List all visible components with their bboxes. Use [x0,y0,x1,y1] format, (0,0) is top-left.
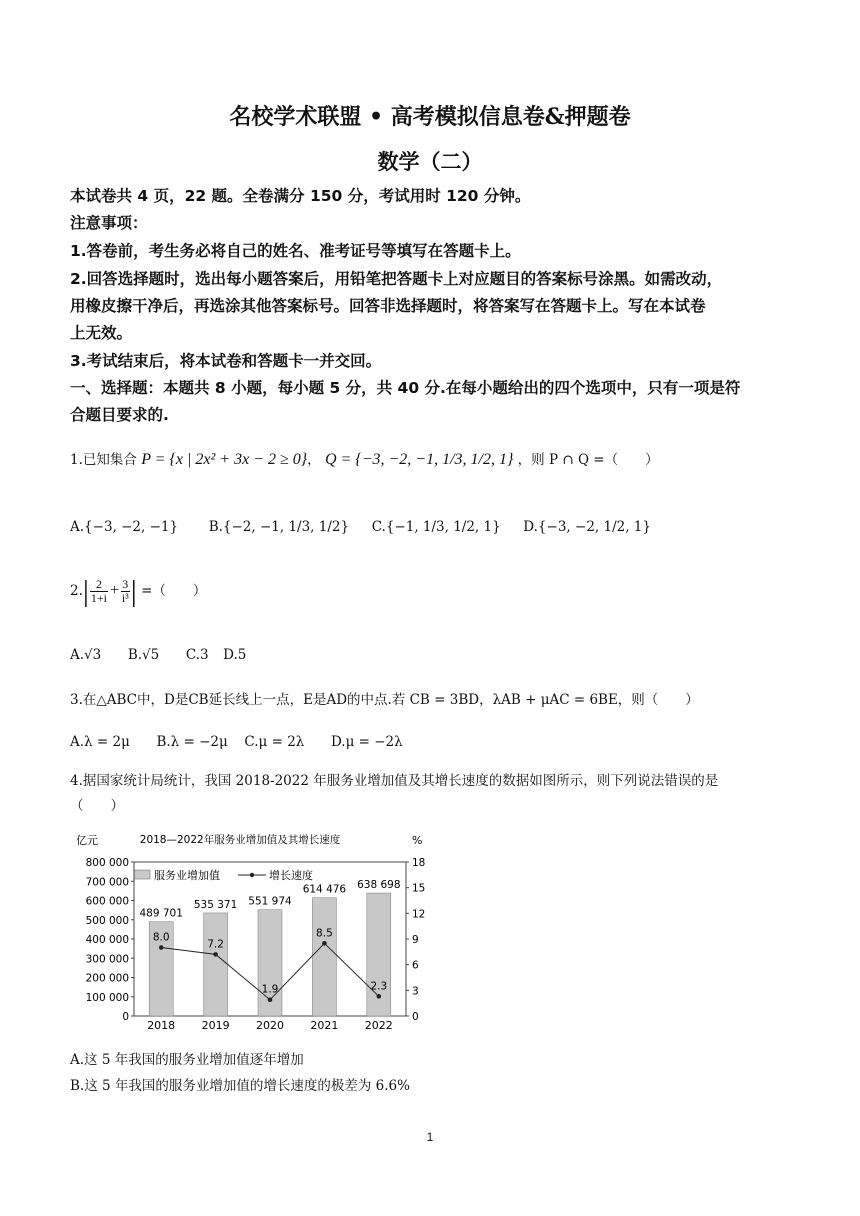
question-1-option-b[interactable]: B.{−2, −1, 1/3, 1/2} [208,519,350,535]
x-tick-label: 2021 [310,1019,339,1032]
growth-rate-label: 1.9 [261,983,279,996]
legend-line-marker [250,873,254,877]
notice-2-line-2: 用橡皮擦干净后，再选涂其他答案标号。回答非选择题时，将答案写在答题卡上。写在本试卷 [70,297,706,315]
exam-subtitle: 数学（二） [377,149,483,174]
notice-title: 注意事项： [70,214,148,232]
exam-title: 名校学术联盟 • 高考模拟信息卷&押题卷 [229,104,631,130]
question-2-option-d[interactable]: D.5 [223,647,247,663]
chart-y-unit: 亿元 [76,834,98,847]
page-number: 1 [426,1130,434,1144]
legend-bar-label: 服务业增加值 [154,869,220,882]
chart-y2-unit: % [412,834,423,847]
question-1-option-c[interactable]: C.{−1, 1/3, 1/2, 1} [371,519,501,535]
y-tick-label: 700 000 [85,876,129,889]
abs-bar-left: | [82,574,89,608]
bar-value-label: 551 974 [248,895,292,908]
question-2-option-b[interactable]: B.√5 [127,647,160,663]
question-1-prefix: 1.已知集合 [70,452,137,468]
growth-rate-label: 8.5 [316,927,333,940]
y2-tick-label: 15 [412,882,426,895]
question-2: 2.| $\frac{2}{1+i}$ + $\frac{3}{\text{i³}}$ | =（ ） [70,574,207,608]
y-tick-label: 0 [122,1011,129,1023]
y-tick-label: 800 000 [85,857,129,869]
fraction-3-over-i-cubed: $\frac{3}{\text{i³}}$ [121,577,129,605]
question-3-option-d[interactable]: D.μ = −2λ [330,734,403,750]
y2-tick-label: 6 [412,959,419,972]
y2-tick-label: 3 [412,985,419,998]
bar-value-label: 614 476 [302,883,347,896]
question-1-set-p: P = {x | 2x² + 3x − 2 ≥ 0} [141,451,308,468]
question-2-suffix: =（ ） [141,583,207,599]
growth-rate-point [159,945,164,950]
y-tick-label: 400 000 [85,934,129,946]
question-1-option-a[interactable]: A.{−3, −2, −1} [70,519,179,535]
y2-tick-label: 18 [412,857,426,869]
growth-rate-point [268,997,273,1002]
y-tick-label: 500 000 [85,914,129,927]
y2-tick-label: 9 [412,934,419,946]
question-1-suffix: ，则 P ∩ Q =（ ） [517,452,659,468]
bar-value-label: 535 371 [193,898,238,911]
bar [204,913,228,1016]
x-tick-label: 2022 [364,1019,393,1032]
x-tick-label: 2018 [147,1019,176,1032]
x-tick-label: 2020 [256,1019,284,1032]
services-chart [70,830,440,1035]
y-tick-label: 100 000 [85,991,129,1004]
question-4-option-b[interactable]: B.这 5 年我国的服务业增加值的增长速度的极差为 6.6% [70,1078,410,1094]
chart-title: 2018—2022年服务业增加值及其增长速度 [139,834,341,846]
section-1-line-2: 合题目要求的. [70,406,169,424]
abs-bar-right: | [130,574,137,608]
notice-2-line-1: 2.回答选择题时，选出每小题答案后，用铅笔把答题卡上对应题目的答案标号涂黑。如需改动， [70,270,723,288]
growth-rate-point [322,941,327,946]
question-1-option-d[interactable]: D.{−3, −2, 1/2, 1} [523,519,651,535]
question-1-options [70,519,651,535]
growth-rate-label: 8.0 [152,931,170,944]
question-2-prefix: 2. [70,583,83,599]
y-tick-label: 300 000 [85,953,129,966]
growth-rate-point [213,952,218,957]
question-4-line-2: （ ） [70,798,124,814]
question-3-option-a[interactable]: A.λ = 2μ [70,734,130,750]
question-3: 3.在△ABC中，D是CB延长线上一点，E是AD的中点.若 CB = 3BD，λAB + μAC = 6BE，则（ ） [70,692,699,708]
question-3-options [70,734,403,750]
question-2-options [70,647,246,663]
question-3-option-c[interactable]: C.μ = 2λ [244,734,305,750]
question-3-option-b[interactable]: B.λ = −2μ [156,734,228,750]
exam-info: 本试卷共 4 页，22 题。全卷满分 150 分，考试用时 120 分钟。 [70,187,531,205]
growth-rate-point [377,994,382,999]
bar-value-label: 489 701 [139,907,183,920]
x-tick-label: 2019 [201,1019,230,1032]
section-1-line-1: 一、选择题：本题共 8 小题，每小题 5 分，共 40 分.在每小题给出的四个选项中，只有一项是符 [70,379,741,397]
y2-tick-label: 0 [412,1011,419,1023]
y-tick-label: 200 000 [85,972,129,985]
y-tick-label: 600 000 [85,895,129,908]
notice-2-line-3: 上无效。 [70,324,133,342]
fraction-2-over-1-plus-i: $\frac{2}{1+i}$ [90,577,108,605]
growth-rate-label: 7.2 [207,938,224,951]
notice-1: 1.答卷前，考生务必将自己的姓名、准考证号等填写在答题卡上。 [70,242,521,260]
chart-legend [134,868,313,882]
question-4-option-a[interactable]: A.这 5 年我国的服务业增加值逐年增加 [70,1052,304,1068]
bar [312,898,336,1016]
legend-line-label: 增长速度 [269,869,313,882]
question-2-option-a[interactable]: A.√3 [70,647,102,663]
question-4-line-1: 4.据国家统计局统计，我国 2018-2022 年服务业增加值及其增长速度的数据如图所示，则下列说法错误的是 [70,773,719,789]
question-1-set-q: Q = {−3, −2, −1, 1/3, 1/2, 1} [324,451,514,468]
question-1: 1.已知集合 P = {x | 2x² + 3x − 2 ≥ 0}， Q = {−3, −2, −1, 1/3, 1/2, 1} ，则 P ∩ Q =（ ） [70,451,659,468]
y2-tick-label: 12 [412,908,426,921]
bar-value-label: 638 698 [357,879,401,892]
growth-rate-label: 2.3 [370,980,388,993]
notice-3: 3.考试结束后，将本试卷和答题卡一并交回。 [70,352,382,370]
question-2-option-c[interactable]: C.3 [185,647,209,663]
legend-bar-swatch [134,870,150,879]
